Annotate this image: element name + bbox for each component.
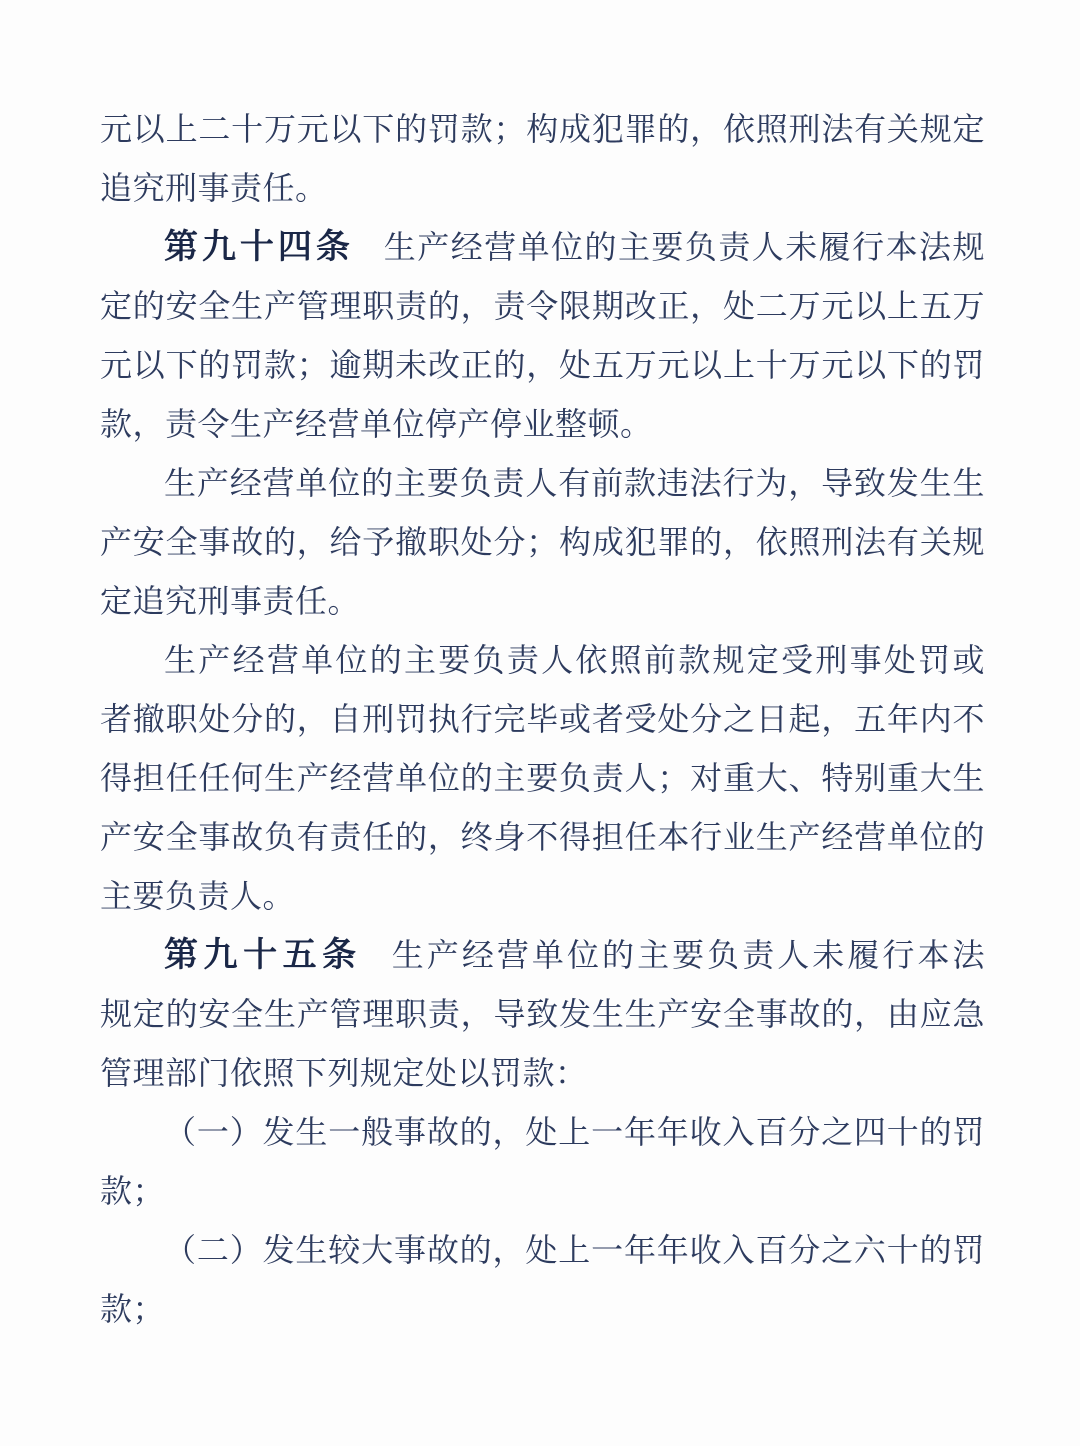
line-text: 管理部门依照下列规定处以罚款： — [100, 1055, 588, 1091]
text-line — [100, 749, 985, 808]
line-text: 生产经营单位的主要负责人有前款违法行为，导致发生生 — [164, 465, 985, 501]
text-line — [100, 454, 985, 513]
text-line — [100, 100, 985, 159]
article-number-heading: 第九十五条 — [164, 936, 362, 974]
line-text: 生产经营单位的主要负责人未履行本法规 — [383, 229, 985, 265]
text-line — [100, 159, 985, 218]
line-text: 者撤职处分的，自刑罚执行完毕或者受处分之日起，五年内不 — [100, 701, 985, 737]
line-text: 规定的安全生产管理职责，导致发生生产安全事故的，由应急 — [100, 996, 985, 1032]
text-line — [100, 926, 985, 985]
text-line — [100, 631, 985, 690]
line-text: 主要负责人。 — [100, 878, 296, 914]
line-text: 产安全事故负有责任的，终身不得担任本行业生产经营单位的 — [100, 819, 985, 855]
line-text: （二）发生较大事故的，处上一年年收入百分之六十的罚 — [164, 1232, 985, 1268]
line-text: 元以上二十万元以下的罚款；构成犯罪的，依照刑法有关规定 — [100, 111, 985, 147]
text-line — [100, 985, 985, 1044]
line-text: 追究刑事责任。 — [100, 170, 328, 206]
line-text: （一）发生一般事故的，处上一年年收入百分之四十的罚 — [164, 1114, 985, 1150]
text-line — [100, 218, 985, 277]
line-text: 得担任任何生产经营单位的主要负责人；对重大、特别重大生 — [100, 760, 985, 796]
text-line — [100, 395, 985, 454]
text-line — [100, 1280, 985, 1339]
text-line — [100, 336, 985, 395]
line-text: 生产经营单位的主要负责人未履行本法 — [391, 937, 985, 973]
line-text: 生产经营单位的主要负责人依照前款规定受刑事处罚或 — [164, 642, 985, 678]
text-line — [100, 572, 985, 631]
text-line — [100, 690, 985, 749]
line-text: 款，责令生产经营单位停产停业整顿。 — [100, 406, 653, 442]
legal-text-block — [100, 100, 985, 1339]
line-text: 产安全事故的，给予撤职处分；构成犯罪的，依照刑法有关规 — [100, 524, 985, 560]
text-line — [100, 513, 985, 572]
line-text: 定的安全生产管理职责的，责令限期改正，处二万元以上五万 — [100, 288, 985, 324]
line-text: 定追究刑事责任。 — [100, 583, 361, 619]
line-text: 元以下的罚款；逾期未改正的，处五万元以上十万元以下的罚 — [100, 347, 985, 383]
text-line — [100, 1103, 985, 1162]
line-text: 款； — [100, 1173, 166, 1209]
text-line — [100, 808, 985, 867]
article-number-heading: 第九十四条 — [164, 228, 354, 266]
text-line — [100, 1221, 985, 1280]
line-text: 款； — [100, 1291, 166, 1327]
text-line — [100, 277, 985, 336]
text-line — [100, 867, 985, 926]
text-line — [100, 1044, 985, 1103]
text-line — [100, 1162, 985, 1221]
